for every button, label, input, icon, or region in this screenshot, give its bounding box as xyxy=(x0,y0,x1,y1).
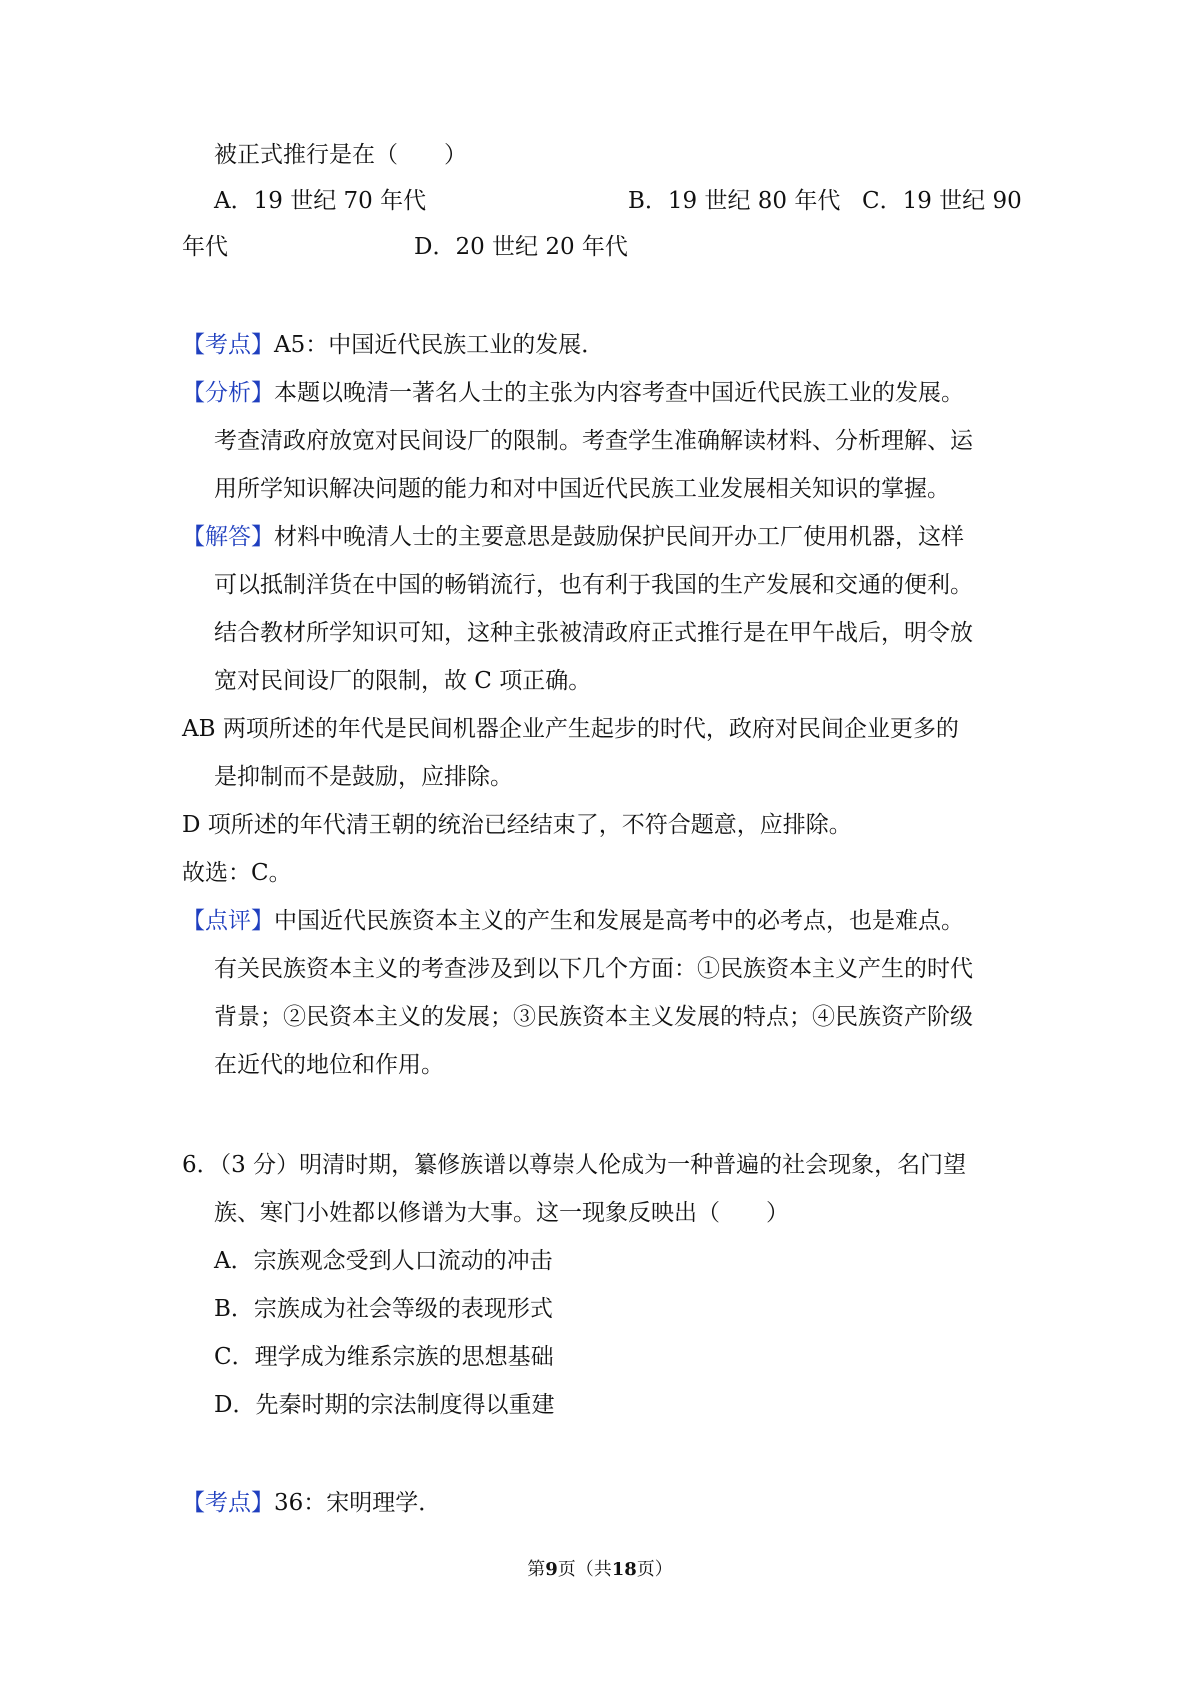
q5-option-b: B．19 世纪 80 年代 xyxy=(628,188,841,214)
jieda-line: 材料中晚清人士的主要意思是鼓励保护民间开办工厂使用机器，这样 xyxy=(274,524,964,550)
footer-suffix: 页） xyxy=(636,1559,673,1580)
q6-option-d: D．先秦时期的宗法制度得以重建 xyxy=(214,1392,555,1418)
fenxi-line: 考查清政府放宽对民间设厂的限制。考查学生准确解读材料、分析理解、运 xyxy=(214,428,973,454)
fenxi-tag: 【分析】 xyxy=(182,380,274,406)
dianping-tag: 【点评】 xyxy=(182,908,274,934)
q5-option-d: D．20 世纪 20 年代 xyxy=(414,234,628,260)
fenxi-line: 本题以晚清一著名人士的主张为内容考查中国近代民族工业的发展。 xyxy=(274,380,964,406)
kaodian-text: A5：中国近代民族工业的发展． xyxy=(274,332,605,358)
jieda-line: D 项所述的年代清王朝的统治已经结束了，不符合题意，应排除。 xyxy=(182,812,852,838)
footer-total-pages: 18 xyxy=(611,1559,637,1580)
q5-option-a: A．19 世纪 70 年代 xyxy=(214,188,427,214)
q5-fenxi xyxy=(182,378,964,408)
jieda-tag: 【解答】 xyxy=(182,524,274,550)
footer-page-number: 9 xyxy=(545,1559,558,1580)
dianping-line: 背景；②民资本主义的发展；③民族资本主义发展的特点；④民族资产阶级 xyxy=(214,1004,973,1030)
q5-kaodian xyxy=(182,330,604,360)
q6-option-b: B．宗族成为社会等级的表现形式 xyxy=(214,1296,553,1322)
footer-mid: 页（共 xyxy=(557,1559,612,1580)
q5-jieda xyxy=(182,522,964,552)
q6-stem-cont: 族、寒门小姓都以修谱为大事。这一现象反映出（ ） xyxy=(214,1200,789,1226)
page-footer xyxy=(0,1558,1200,1582)
q5-dianping xyxy=(182,906,964,936)
jieda-line: AB 两项所述的年代是民间机器企业产生起步的时代，政府对民间企业更多的 xyxy=(182,716,959,742)
jieda-line: 结合教材所学知识可知，这种主张被清政府正式推行是在甲午战后，明令放 xyxy=(214,620,973,646)
jieda-line: 宽对民间设厂的限制，故 C 项正确。 xyxy=(214,668,592,694)
kaodian-text: 36：宋明理学． xyxy=(274,1490,442,1516)
jieda-line: 是抑制而不是鼓励，应排除。 xyxy=(214,764,513,790)
dianping-line: 中国近代民族资本主义的产生和发展是高考中的必考点，也是难点。 xyxy=(274,908,964,934)
q6-stem: 6．（3 分）明清时期，纂修族谱以尊崇人伦成为一种普遍的社会现象，名门望 xyxy=(182,1152,967,1178)
kaodian-tag: 【考点】 xyxy=(182,1490,274,1516)
fenxi-line: 用所学知识解决问题的能力和对中国近代民族工业发展相关知识的掌握。 xyxy=(214,476,950,502)
dianping-line: 在近代的地位和作用。 xyxy=(214,1052,444,1078)
footer-prefix: 第 xyxy=(527,1559,546,1580)
q6-option-c: C．理学成为维系宗族的思想基础 xyxy=(214,1344,554,1370)
jieda-answer: 故选：C。 xyxy=(182,860,292,886)
q5-option-c-cont: 年代 xyxy=(182,234,228,260)
q6-option-a: A．宗族观念受到人口流动的冲击 xyxy=(214,1248,553,1274)
q5-stem-tail: 被正式推行是在（ ） xyxy=(214,142,467,168)
q6-kaodian xyxy=(182,1488,441,1518)
q5-option-c: C．19 世纪 90 xyxy=(862,188,1022,214)
jieda-line: 可以抵制洋货在中国的畅销流行，也有利于我国的生产发展和交通的便利。 xyxy=(214,572,973,598)
kaodian-tag: 【考点】 xyxy=(182,332,274,358)
dianping-line: 有关民族资本主义的考查涉及到以下几个方面：①民族资本主义产生的时代 xyxy=(214,956,973,982)
